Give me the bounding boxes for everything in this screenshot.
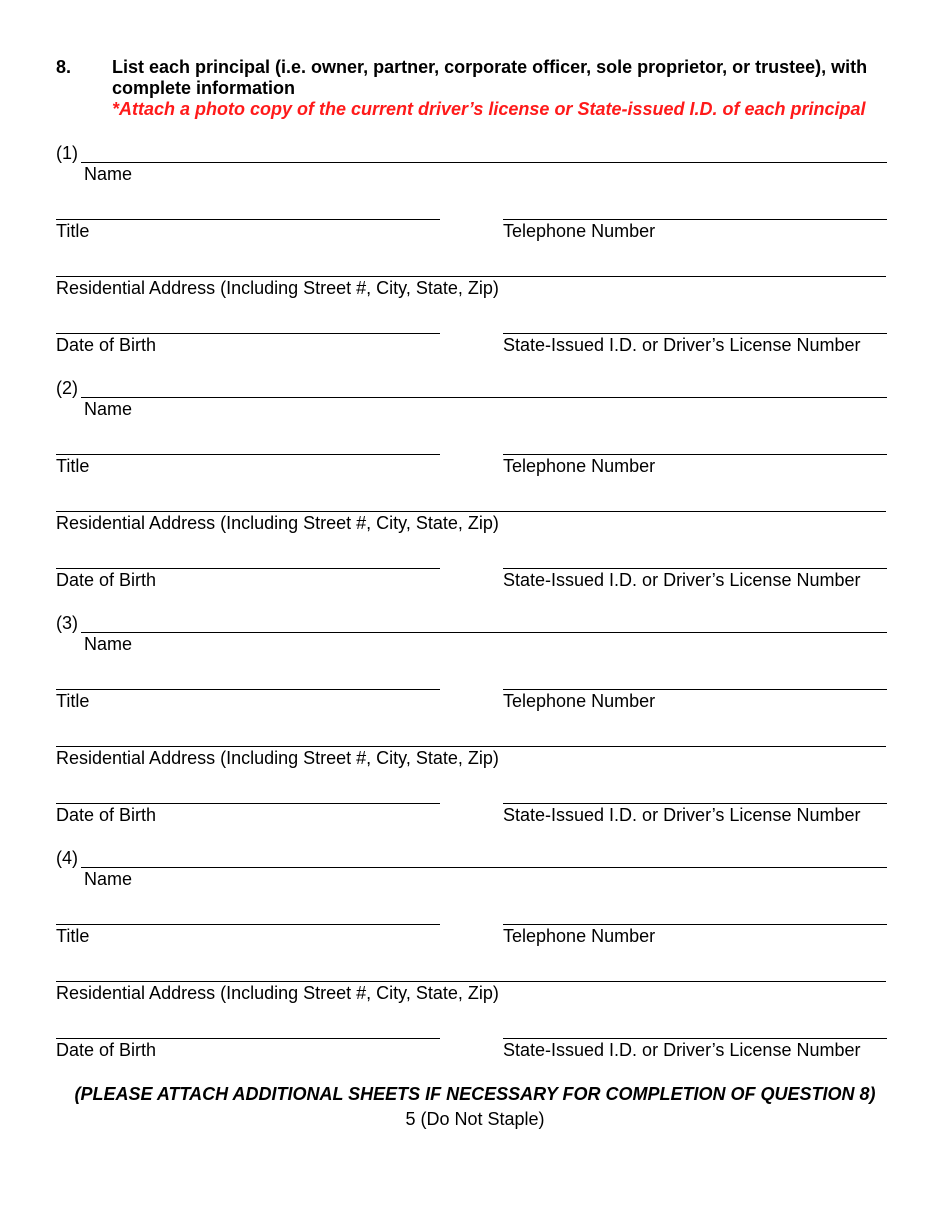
question-text: List each principal (i.e. owner, partner, corporate officer, sole proprietor, or trustee), with complete information [112, 57, 868, 98]
telephone-label: Telephone Number [503, 456, 656, 476]
name-field[interactable] [81, 162, 887, 163]
id-number-label: State-Issued I.D. or Driver’s License Number [503, 570, 861, 590]
dob-field[interactable] [56, 1038, 440, 1039]
dob-label: Date of Birth [56, 1040, 157, 1060]
telephone-field[interactable] [503, 219, 887, 220]
title-label: Title [56, 926, 90, 946]
dob-label: Date of Birth [56, 570, 157, 590]
question-number: 8. [56, 57, 72, 77]
address-field[interactable] [56, 981, 886, 982]
address-label: Residential Address (Including Street #, City, State, Zip) [56, 278, 499, 298]
attach-id-note: *Attach a photo copy of the current driver’s license or State-issued I.D. of each principal [112, 99, 866, 119]
id-number-field[interactable] [503, 1038, 887, 1039]
title-field[interactable] [56, 924, 440, 925]
page-number: 5 (Do Not Staple) [405, 1109, 545, 1129]
telephone-label: Telephone Number [503, 221, 656, 241]
title-label: Title [56, 691, 90, 711]
telephone-label: Telephone Number [503, 926, 656, 946]
address-label: Residential Address (Including Street #, City, State, Zip) [56, 748, 499, 768]
address-label: Residential Address (Including Street #, City, State, Zip) [56, 513, 499, 533]
dob-label: Date of Birth [56, 335, 157, 355]
name-label: Name [84, 634, 133, 654]
dob-field[interactable] [56, 803, 440, 804]
address-field[interactable] [56, 511, 886, 512]
title-field[interactable] [56, 454, 440, 455]
id-number-field[interactable] [503, 803, 887, 804]
name-label: Name [84, 399, 133, 419]
telephone-label: Telephone Number [503, 691, 656, 711]
address-field[interactable] [56, 276, 886, 277]
dob-field[interactable] [56, 568, 440, 569]
title-field[interactable] [56, 689, 440, 690]
id-number-label: State-Issued I.D. or Driver’s License Number [503, 1040, 861, 1060]
title-label: Title [56, 456, 90, 476]
title-label: Title [56, 221, 90, 241]
id-number-field[interactable] [503, 568, 887, 569]
address-label: Residential Address (Including Street #, City, State, Zip) [56, 983, 499, 1003]
principal-number: (1) [56, 143, 78, 163]
address-field[interactable] [56, 746, 886, 747]
telephone-field[interactable] [503, 454, 887, 455]
name-label: Name [84, 164, 133, 184]
title-field[interactable] [56, 219, 440, 220]
dob-label: Date of Birth [56, 805, 157, 825]
id-number-field[interactable] [503, 333, 887, 334]
name-field[interactable] [81, 632, 887, 633]
name-label: Name [84, 869, 133, 889]
telephone-field[interactable] [503, 689, 887, 690]
additional-sheets-note: (PLEASE ATTACH ADDITIONAL SHEETS IF NECESSARY FOR COMPLETION OF QUESTION 8) [74, 1084, 876, 1104]
telephone-field[interactable] [503, 924, 887, 925]
id-number-label: State-Issued I.D. or Driver’s License Number [503, 335, 861, 355]
principal-number: (4) [56, 848, 78, 868]
principal-number: (3) [56, 613, 78, 633]
name-field[interactable] [81, 867, 887, 868]
name-field[interactable] [81, 397, 887, 398]
dob-field[interactable] [56, 333, 440, 334]
principal-number: (2) [56, 378, 78, 398]
id-number-label: State-Issued I.D. or Driver’s License Number [503, 805, 861, 825]
